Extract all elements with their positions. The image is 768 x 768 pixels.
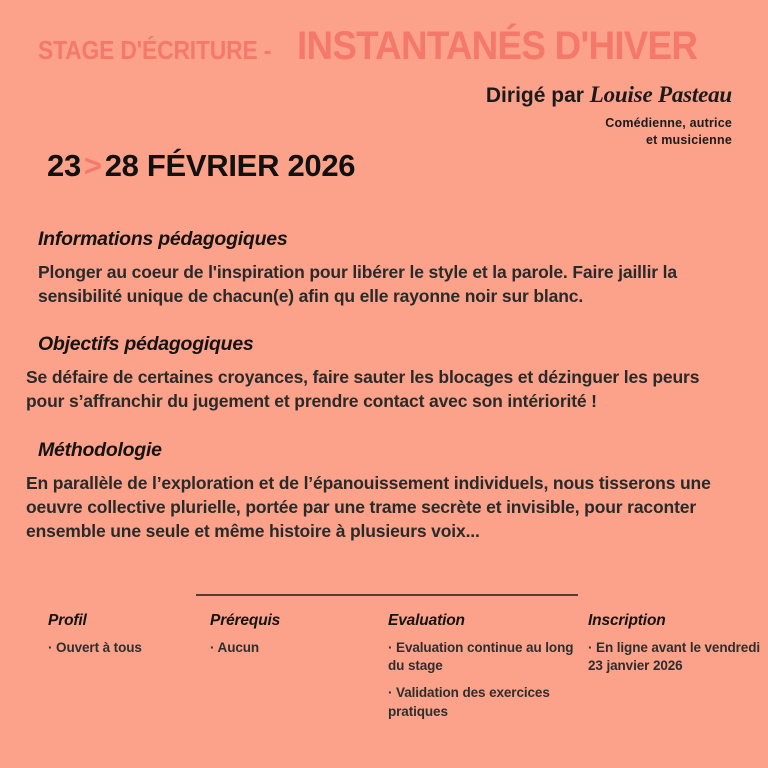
director-prefix: Dirigé par <box>485 84 584 107</box>
column-title: Inscription <box>588 612 666 629</box>
section-heading: Objectifs pédagogiques <box>38 333 254 356</box>
director-block <box>486 82 732 149</box>
director-credit <box>486 82 732 108</box>
section-methodologie <box>26 439 742 543</box>
column-prerequis <box>210 612 380 657</box>
section-body: Plonger au coeur de l'inspiration pour libérer le style et la parole. Faire jaillir la sensibilité unique de chacun(e) afin qu elle rayonne noir sur blanc. <box>38 262 677 307</box>
section-heading: Informations pédagogiques <box>38 228 288 250</box>
details-columns <box>0 612 768 752</box>
column-evaluation <box>388 612 578 721</box>
column-title: Prérequis <box>210 612 281 629</box>
column-item: · Ouvert à tous <box>48 640 142 655</box>
horizontal-divider <box>196 594 578 596</box>
column-item: · En ligne avant le vendredi 23 janvier 2026 <box>588 640 760 674</box>
column-item: · Aucun <box>210 640 260 655</box>
director-role-line-1: Comédienne, autrice <box>605 115 732 130</box>
poster-title <box>38 26 738 66</box>
column-item: · Evaluation continue au long du stage <box>388 640 574 674</box>
section-informations-pedagogiques <box>26 228 742 308</box>
column-profil <box>48 612 208 657</box>
column-title: Evaluation <box>388 612 465 629</box>
column-title: Profil <box>48 612 87 629</box>
column-inscription <box>588 612 768 675</box>
date-arrow-icon: > <box>83 148 102 183</box>
director-name: Louise Pasteau <box>589 82 732 107</box>
column-item: · Validation des exercices pratiques <box>388 685 550 719</box>
title-prefix: STAGE D'ÉCRITURE - <box>38 35 272 65</box>
section-body: En parallèle de l’exploration et de l’épanouissement individuels, nous tisserons une oeuvre collective plurielle, portée par une trame secrète et invisible, pour raconter ensemble une seule et même histoire à plusieurs voix... <box>26 472 711 541</box>
title-main: INSTANTANÉS D'HIVER <box>297 24 698 68</box>
date-start: 23 <box>47 148 81 183</box>
section-objectifs-pedagogiques <box>26 333 742 413</box>
date-end: 28 FÉVRIER 2026 <box>104 148 356 183</box>
director-role <box>486 115 732 150</box>
section-heading: Méthodologie <box>38 438 162 461</box>
date-range <box>47 148 355 184</box>
sections-container <box>26 228 742 543</box>
section-body: Se défaire de certaines croyances, faire sauter les blocages et dézinguer les peurs pour s’affranchir du jugement et prendre contact avec son intériorité ! <box>26 367 700 412</box>
director-role-line-2: et musicienne <box>646 133 732 147</box>
